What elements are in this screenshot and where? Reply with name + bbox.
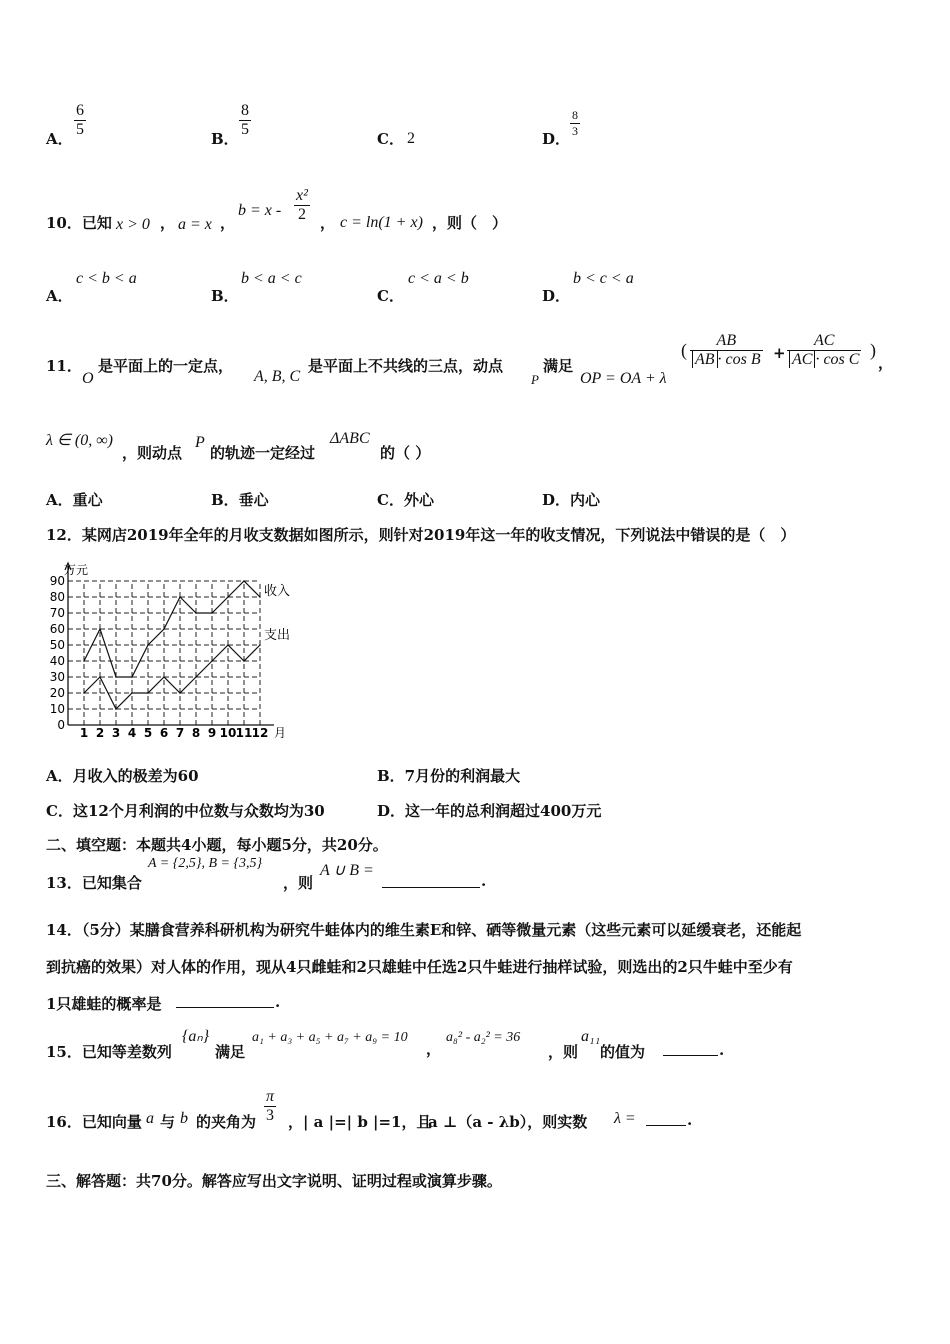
q11-option-c: C．外心 [377, 491, 434, 509]
chart-legend-label: 支出 [264, 628, 290, 643]
chart-point [99, 628, 101, 630]
q16-and: 与 [160, 1113, 176, 1131]
q10-cond3-fraction: $\frac{\text{x²}}{2}$ [296, 187, 308, 223]
chart-y-tick-label: 60 [49, 622, 65, 636]
q13-mid: ，则 [283, 874, 314, 892]
chart-point [211, 612, 213, 614]
chart-x-tick-label: 8 [191, 726, 201, 740]
q11-number: 11． [46, 357, 82, 375]
q9-option-d: D． [542, 130, 571, 148]
q11-points-abc: A, B, C [254, 368, 301, 385]
q11-text5: 的轨迹一定经过 [210, 444, 316, 462]
chart-y-tick-label: 20 [49, 686, 65, 700]
q11-tail: ， [878, 354, 894, 372]
chart-point [99, 676, 101, 678]
chart-point [195, 612, 197, 614]
chart-point [163, 628, 165, 630]
q9-option-a-fraction: $\frac{6}{5}$ [76, 102, 84, 138]
q10-comma2: ， [220, 214, 236, 232]
q15-cond1: a₁ + a₃ + a₅ + a₇ + a₉ = 10 [252, 1030, 408, 1045]
q15-cond2: a₈² - a₂² = 36 [446, 1030, 521, 1045]
q13-prefix: 13．已知集合 [46, 874, 142, 892]
q11-option-d: D．内心 [542, 491, 601, 509]
chart-axes [65, 563, 274, 725]
chart-y-tick-label: 10 [49, 702, 65, 716]
q11-triangle: ΔABC [330, 430, 370, 447]
q11-option-b: B．垂心 [211, 491, 269, 509]
chart-x-tick-label: 2 [95, 726, 105, 740]
q9-option-d-fraction: $\frac{8}{3}$ [572, 108, 578, 138]
q15-text2: ，则 [548, 1043, 579, 1061]
q11-text2: 是平面上不共线的三点，动点 [308, 357, 504, 375]
chart-point [115, 676, 117, 678]
chart-point [147, 644, 149, 646]
q9-option-a: A． [46, 130, 73, 148]
chart-x-tick-label: 11 [235, 726, 253, 740]
q9-option-c-value: 2 [407, 130, 415, 147]
chart-point [131, 692, 133, 694]
q14-line2: 到抗癌的效果）对人体的作用，现从4只雌蛙和2只雄蛙中任选2只牛蛙进行抽样试验，则选出的2只牛蛙中至少有 [46, 958, 793, 976]
q14-line3: 1只雄蛙的概率是 [46, 995, 162, 1013]
q15-comma: ， [426, 1040, 442, 1058]
q11-point-p2: P [195, 434, 205, 451]
q13-answer-blank [382, 876, 480, 888]
q13-end: . [481, 872, 487, 890]
q11-close-paren: ) [870, 340, 876, 360]
q10-option-b-label: B． [211, 287, 239, 305]
q16-lambda: λ = [614, 1110, 636, 1127]
chart-x-tick-label: 9 [207, 726, 217, 740]
chart-y-tick-label: 0 [57, 718, 65, 732]
q11-text1: 是平面上的一定点， [98, 357, 234, 375]
q11-open-paren: ( [681, 340, 687, 360]
q13-expr: A ∪ B = [320, 862, 374, 879]
chart-y-tick-label: 90 [49, 574, 65, 588]
chart-x-tick-label: 1 [79, 726, 89, 740]
q10-prefix: 10．已知 [46, 214, 112, 232]
q10-option-d-label: D． [542, 287, 571, 305]
chart-grid [68, 581, 260, 725]
chart-x-tick-label: 5 [143, 726, 153, 740]
chart-y-axis-label: 万元 [64, 563, 89, 577]
q11-text3: 满足 [543, 357, 574, 375]
q11-lambda-range: λ ∈ (0, ∞) [46, 432, 113, 449]
q15-sequence: {aₙ} [182, 1028, 210, 1045]
chart-point [115, 708, 117, 710]
chart-point [179, 596, 181, 598]
q11-text4: ，则动点 [122, 444, 183, 462]
chart-legend-label: 收入 [264, 584, 290, 599]
chart-x-axis-label: 月 [274, 726, 287, 740]
chart-point [83, 692, 85, 694]
chart-x-tick-label: 10 [219, 726, 237, 740]
chart-point [131, 676, 133, 678]
q12-option-c: C．这12个月利润的中位数与众数均为30 [46, 802, 325, 820]
chart-y-tick-label: 70 [49, 606, 65, 620]
q10-cond3-pre: b = x - [238, 202, 282, 219]
chart-x-tick-label: 4 [127, 726, 137, 740]
q16-answer-blank [646, 1114, 686, 1126]
q10-option-a-label: A． [46, 287, 73, 305]
chart-point [195, 676, 197, 678]
q15-text1: 满足 [215, 1043, 246, 1061]
q10-cond4: c = ln(1 + x) [340, 214, 423, 231]
q11-fraction-ac: $\frac{AC}{\text{AC · cos C}}$ [787, 332, 861, 369]
chart-point [259, 596, 261, 598]
q15-prefix: 15．已知等差数列 [46, 1043, 172, 1061]
chart-series [83, 580, 290, 710]
q10-comma1: ， [160, 214, 176, 232]
q11-option-a: A．重心 [46, 491, 103, 509]
chart-x-tick-label: 3 [111, 726, 121, 740]
q11-equation: OP = OA + λ [580, 370, 667, 387]
chart-point [259, 644, 261, 646]
q14-line1: 14．（5分）某膳食营养科研机构为研究牛蛙体内的维生素E和锌、硒等微量元素（这些元素可以延缓衰老，还能起 [46, 921, 802, 939]
chart-x-tick-label: 7 [175, 726, 185, 740]
q16-text1: 的夹角为 [196, 1113, 257, 1131]
chart-point [147, 692, 149, 694]
chart-y-tick-label: 80 [49, 590, 65, 604]
q12-option-b: B．7月份的利润最大 [377, 767, 521, 785]
chart-point [227, 596, 229, 598]
q16-prefix: 16．已知向量 [46, 1113, 142, 1131]
q15-end: . [719, 1041, 725, 1059]
q11-point-o: O [82, 370, 94, 387]
chart-y-tick-label: 40 [49, 654, 65, 668]
section2-title: 二、填空题：本题共4小题，每小题5分，共20分。 [46, 836, 388, 854]
q10-cond1: x > 0 [116, 216, 150, 233]
section3-title: 三、解答题：共70分。解答应写出文字说明、证明过程或演算步骤。 [46, 1172, 502, 1190]
chart-x-tick-label: 6 [159, 726, 169, 740]
q10-suffix: ，则（ ） [432, 214, 508, 232]
q13-sets: A = {2,5}, B = {3,5} [148, 856, 263, 871]
q14-end: . [275, 993, 281, 1011]
q10-option-d: b < c < a [573, 270, 634, 287]
chart-point [179, 692, 181, 694]
q14-answer-blank [176, 996, 274, 1008]
q10-option-b: b < a < c [241, 270, 302, 287]
q9-option-c: C． [377, 130, 404, 148]
chart-x-tick-label: 12 [251, 726, 269, 740]
chart-ticks [50, 574, 269, 740]
chart-point [83, 660, 85, 662]
chart-y-tick-label: 50 [49, 638, 65, 652]
chart-point [163, 676, 165, 678]
q9-option-b: B． [211, 130, 239, 148]
q15-a11: a₁₁ [581, 1028, 601, 1045]
q15-answer-blank [663, 1044, 718, 1056]
q16-vector-b: b [180, 1110, 188, 1127]
chart-point [243, 580, 245, 582]
chart-y-tick-label: 30 [49, 670, 65, 684]
q12-line-chart [40, 560, 290, 745]
q10-cond2: a = x [178, 216, 212, 233]
chart-point [211, 660, 213, 662]
q16-vector-a: a [146, 1110, 154, 1127]
q16-perp: a ⊥（a - λb），则实数 [428, 1113, 588, 1131]
q11-point-p: P [531, 372, 539, 387]
chart-point [227, 644, 229, 646]
q12-option-d: D．这一年的总利润超过400万元 [377, 802, 602, 820]
q12-stem: 12．某网店2019年全年的月收支数据如图所示，则针对2019年这一年的收支情况，下列说法中错误的是（ ） [46, 526, 796, 544]
q16-end: . [687, 1111, 693, 1129]
q11-text6: 的（ ） [380, 444, 431, 462]
chart-point [243, 660, 245, 662]
q12-option-a: A．月收入的极差为60 [46, 767, 199, 785]
q11-plus: + [773, 344, 786, 362]
q10-option-a: c < b < a [76, 270, 137, 287]
q10-comma3: ， [320, 214, 336, 232]
q11-fraction-ab: $\frac{AB}{\text{AB · cos B}}$ [690, 332, 763, 369]
q16-angle-fraction: $\frac{\pi}{3}$ [266, 1088, 275, 1124]
q16-text2: ，| a |=| b |=1，且 [288, 1113, 432, 1131]
q9-option-b-fraction: $\frac{8}{5}$ [241, 102, 249, 138]
q10-option-c-label: C． [377, 287, 404, 305]
q10-option-c: c < a < b [408, 270, 469, 287]
q15-text3: 的值为 [600, 1043, 646, 1061]
